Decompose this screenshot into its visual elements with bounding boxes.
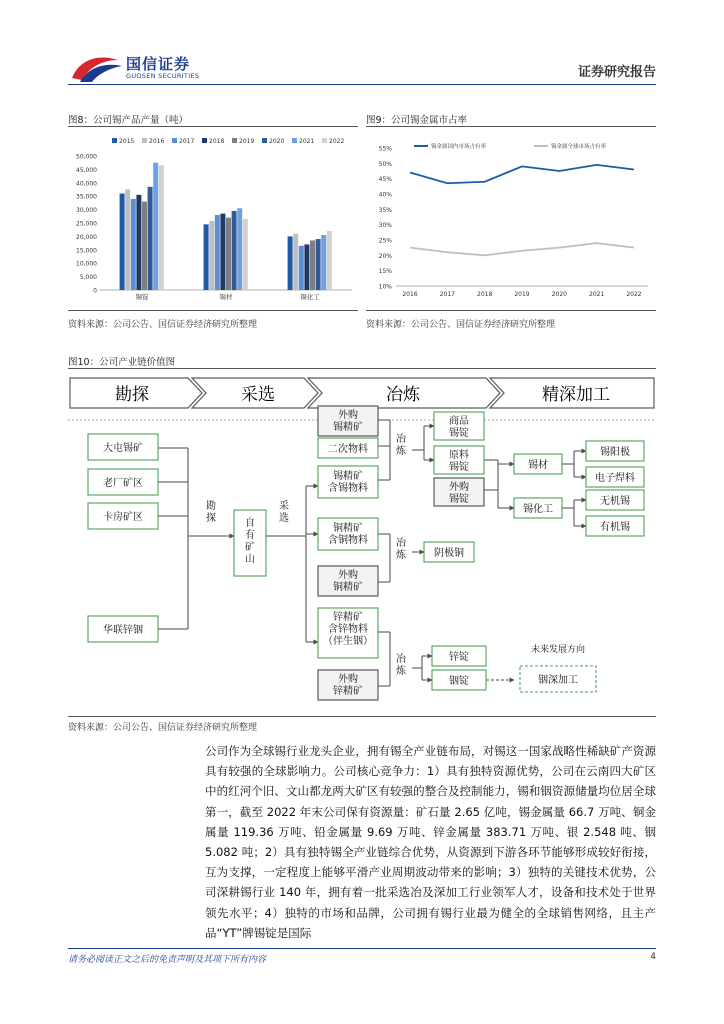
label-xinding: 锌锭 (449, 652, 469, 663)
label-yelian-2: 冶炼 (396, 538, 406, 561)
bar (120, 194, 125, 290)
x-tick-label: 2019 (514, 291, 530, 298)
logo-name-cn: 国信证券 (126, 55, 191, 73)
bar (299, 246, 304, 290)
y-tick-label: 40% (378, 191, 392, 199)
logo-name-en: GUOSEN SECURITIES (126, 72, 200, 80)
label-caixuan: 采选 (279, 501, 289, 524)
bar (327, 231, 332, 290)
label-dianzi: 电子焊料 (595, 473, 635, 484)
bar (209, 221, 214, 290)
label-xijing: 锡精矿含锡物料 (328, 471, 368, 494)
label-yinjitong: 阴极铜 (434, 548, 464, 559)
label-yinding: 铟锭 (449, 676, 469, 687)
y-tick-label: 0 (93, 287, 97, 295)
y-tick-label: 15,000 (76, 247, 97, 255)
label-yinshen: 铟深加工 (538, 675, 578, 686)
label-waigou-xinjing: 外购锌精矿 (333, 674, 363, 697)
figure10-title: 图10：公司产业链价值图 (68, 357, 176, 368)
mine-label-hualian: 华联锌铟 (103, 625, 143, 636)
y-tick-label: 20% (378, 252, 392, 260)
label-waigou-xijing: 外购锡精矿 (333, 410, 363, 433)
footer-disclaimer: 请务必阅读正文之后的免责声明及其项下所有内容 (68, 955, 267, 965)
legend-label: 2016 (149, 138, 165, 145)
label-xiyangji: 锡阳极 (600, 447, 630, 458)
stage-label-yelian: 冶炼 (386, 385, 420, 405)
y-tick-label: 25% (378, 237, 392, 245)
y-tick-label: 30,000 (76, 207, 97, 215)
figure10-source: 资料来源：公司公告、国信证券经济研究所整理 (68, 723, 258, 733)
industry-chain-diagram (68, 374, 656, 714)
y-tick-label: 25,000 (76, 220, 97, 228)
label-waigou-xiding: 外购锡锭 (449, 482, 469, 505)
legend-swatch (202, 138, 207, 143)
y-tick-label: 35,000 (76, 193, 97, 201)
figure9-rule (366, 126, 656, 127)
y-tick-label: 50,000 (76, 153, 97, 161)
stage-label-jingshen: 精深加工 (542, 385, 610, 405)
figure9-bottom-rule (366, 310, 656, 311)
stage-banner (70, 378, 654, 408)
category-label: 锡化工 (300, 293, 320, 301)
y-tick-label: 10,000 (76, 260, 97, 268)
label-yuanliao: 原料锡锭 (449, 450, 469, 473)
legend-label: 2020 (269, 138, 285, 145)
legend-label: 2018 (209, 138, 225, 145)
bar (288, 236, 293, 290)
figure8-title: 图8：公司锡产品产量（吨） (68, 115, 189, 126)
label-youjixi: 有机锡 (600, 522, 630, 533)
x-tick-label: 2017 (439, 291, 455, 298)
footer-divider (68, 948, 656, 949)
legend-label: 2019 (239, 138, 255, 145)
legend-swatch (262, 138, 267, 143)
y-tick-label: 45,000 (76, 166, 97, 174)
y-tick-label: 30% (378, 222, 392, 230)
stage-label-kantan: 勘探 (115, 385, 149, 405)
y-tick-label: 55% (378, 145, 392, 153)
figure9-title: 图9：公司锡金属市占率 (366, 115, 468, 126)
figure10-rule (68, 368, 656, 369)
mine-label-kafang: 卡房矿区 (103, 512, 143, 523)
label-xihuagong: 锡化工 (523, 504, 553, 515)
body-paragraph: 公司作为全球锡行业龙头企业，拥有锡全产业链布局，对锡这一国家战略性稀缺矿产资源具有较强的全球影响力。公司核心竞争力：1）具有独特资源优势，公司在云南四大矿区中的红河个旧、文山都龙两大矿区有较强的整合及控制能力，锡和铟资源储量均位居全球第一，截至 2022 年末公司保有资源量：矿石量 2.65 亿吨，锡金属量 66.7 万吨、铜金属量 119.36 万吨、铅金属量 9.69 万吨、锌金属量 383.71 万吨、银 2.548 吨、铟 5.082 吨；2）具有独特锡全产业链综合优势，从资源到下游各环节能够形成较好衔接，互为支撑，一定程度上能够平滑产业周期波动带来的影响；3）独特的关键技术优势，公司深耕锡行业 140 年，拥有着一批采选冶及深加工行业领军人才，设备和技术处于世界领先水平；4）独特的市场和品牌，公司拥有锡行业最为健全的全球销售网络，且主产品“YT”牌锡锭是国际 (205, 744, 656, 940)
bar-chart-tin-output (68, 132, 358, 308)
y-tick-label: 10% (378, 283, 392, 291)
series-line (410, 243, 634, 255)
legend-label: 2015 (119, 138, 135, 145)
bar (293, 234, 298, 290)
x-tick-label: 2018 (477, 291, 493, 298)
y-tick-label: 40,000 (76, 180, 97, 188)
guosen-logo-icon (70, 52, 126, 84)
y-tick-label: 15% (378, 268, 392, 276)
legend-label: 锡金属国内市场占有率 (431, 144, 487, 150)
bar (204, 224, 209, 290)
legend-swatch (232, 138, 237, 143)
label-kantan: 勘探 (206, 501, 216, 524)
bar (215, 215, 220, 290)
legend-label: 2017 (179, 138, 195, 145)
legend-swatch (142, 138, 147, 143)
label-tongjing: 铜精矿含铜物料 (328, 523, 368, 546)
figure10-bottom-rule (68, 716, 656, 717)
header-divider (68, 84, 656, 85)
x-tick-label: 2022 (626, 291, 642, 298)
bar (243, 219, 248, 290)
label-ziyou: 自有矿山 (245, 518, 255, 565)
bar (148, 187, 153, 290)
bar (142, 202, 147, 290)
legend-label: 2021 (299, 138, 315, 145)
label-xinjing: 锌精矿含锌物料（伴生铟） (323, 612, 373, 647)
bar (125, 190, 130, 291)
mine-label-datun: 大屯锡矿 (103, 443, 143, 454)
bar (153, 163, 158, 290)
figure8-source: 资料来源：公司公告、国信证券经济研究所整理 (68, 320, 258, 330)
page-number: 4 (650, 952, 656, 962)
legend-swatch (172, 138, 177, 143)
y-tick-label: 45% (378, 176, 392, 184)
legend-label: 锡金属全球市场占有率 (551, 144, 607, 150)
x-tick-label: 2016 (402, 291, 418, 298)
line-chart-market-share (366, 132, 656, 308)
bar (159, 165, 164, 290)
figure8-rule (68, 126, 358, 127)
label-future: 未来发展方向 (530, 645, 586, 655)
bar (237, 208, 242, 290)
label-xicai: 锡材 (528, 460, 548, 471)
legend-label: 2022 (329, 138, 345, 145)
label-yelian-3: 冶炼 (396, 654, 406, 677)
y-tick-label: 35% (378, 206, 392, 214)
category-label: 锡锭 (135, 293, 149, 301)
stage-label-caixuan: 采选 (241, 385, 275, 405)
label-shangpin: 商品锡锭 (449, 416, 469, 439)
legend-swatch (112, 138, 117, 143)
bar (131, 199, 136, 290)
bar (226, 218, 231, 290)
bar (232, 211, 237, 290)
figure8-bottom-rule (68, 310, 358, 311)
mine-label-laochang: 老厂矿区 (103, 478, 143, 489)
bar (220, 214, 225, 290)
legend-swatch (292, 138, 297, 143)
y-tick-label: 20,000 (76, 233, 97, 241)
category-label: 锡材 (219, 293, 233, 301)
y-tick-label: 50% (378, 160, 392, 168)
bar (136, 195, 141, 290)
bar (321, 235, 326, 290)
bar (304, 244, 309, 290)
label-erci: 二次物料 (328, 444, 368, 455)
legend-swatch (322, 138, 327, 143)
figure9-source: 资料来源：公司公告、国信证券经济研究所整理 (366, 320, 556, 330)
label-yelian-1: 冶炼 (396, 434, 406, 457)
bar (310, 240, 315, 290)
label-wujixi: 无机锡 (600, 496, 630, 507)
report-type: 证券研究报告 (577, 65, 656, 80)
x-tick-label: 2020 (551, 291, 567, 298)
label-waigou-tongjing: 外购铜精矿 (333, 570, 363, 593)
series-line (410, 165, 634, 183)
y-tick-label: 5,000 (79, 274, 97, 282)
bar (316, 239, 321, 290)
x-tick-label: 2021 (589, 291, 605, 298)
